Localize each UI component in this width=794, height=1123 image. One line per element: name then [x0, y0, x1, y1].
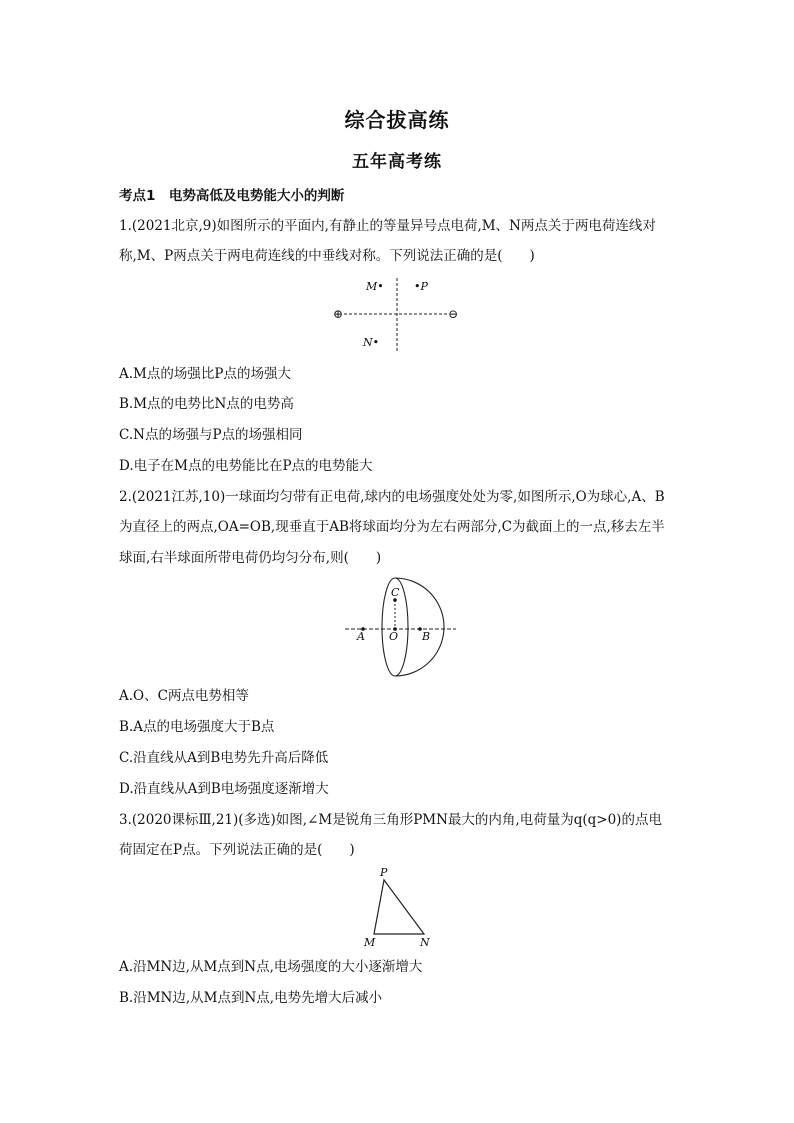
- right-hemisphere-outline: [395, 578, 444, 676]
- question-1-figure: [330, 276, 465, 356]
- question-2-figure: [340, 574, 460, 680]
- question-3-text-line-1: 3.(2020课标Ⅲ,21)(多选)如图,∠M是锐角三角形PMN最大的内角,电荷量为q(q>0)的点电: [119, 812, 662, 828]
- question-1-option-c: C.N点的场强与P点的场强相同: [119, 427, 303, 443]
- vertex-m-label: M: [364, 936, 376, 949]
- vertex-n-label: N: [420, 936, 430, 949]
- sub-title: 五年高考练: [352, 152, 442, 172]
- question-2-option-b: B.A点的电场强度大于B点: [119, 719, 275, 735]
- question-1-option-b: B.M点的电势比N点的电势高: [119, 396, 294, 412]
- question-3-text-line-2: 荷固定在P点。下列说法正确的是( ): [119, 842, 355, 858]
- question-3-option-b: B.沿MN边,从M点到N点,电势先增大后减小: [119, 990, 383, 1006]
- vertex-p-label: P: [380, 866, 388, 879]
- question-1-option-a: A.M点的场强比P点的场强大: [119, 366, 291, 382]
- point-a-label: A: [357, 630, 365, 643]
- positive-charge-icon: ⊕: [333, 307, 344, 321]
- question-2-option-c: C.沿直线从A到B电势先升高后降低: [119, 750, 329, 766]
- point-b-label: B: [422, 630, 431, 643]
- question-1-text-line-2: 称,M、P两点关于两电荷连线的中垂线对称。下列说法正确的是( ): [119, 248, 535, 264]
- question-2-option-a: A.O、C两点电势相等: [119, 688, 249, 704]
- point-o-label: O: [389, 630, 399, 643]
- point-n-label: N•: [363, 336, 380, 349]
- triangle-pmn: [374, 880, 424, 934]
- main-title: 综合拔高练: [344, 108, 450, 132]
- question-1-option-d: D.电子在M点的电势能比在P点的电势能大: [119, 458, 373, 474]
- section-heading: 考点1 电势高低及电势能大小的判断: [119, 188, 345, 204]
- question-3-figure: [358, 864, 438, 950]
- question-2-text-line-3: 球面,右半球面所带电荷仍均匀分布,则( ): [119, 550, 382, 566]
- question-2-text-line-1: 2.(2021江苏,10)一球面均匀带有正电荷,球内的电场强度处处为零,如图所示,O为球心,A、B: [119, 489, 665, 505]
- question-2-text-line-2: 为直径上的两点,OA=OB,现垂直于AB将球面均分为左右两部分,C为截面上的一点,移去左半: [119, 519, 665, 535]
- question-2-option-d: D.沿直线从A到B电场强度逐渐增大: [119, 781, 329, 797]
- point-m-label: M•: [366, 280, 384, 293]
- negative-charge-icon: ⊖: [448, 307, 459, 321]
- question-3-option-a: A.沿MN边,从M点到N点,电场强度的大小逐渐增大: [119, 959, 423, 975]
- point-p-label: •P: [414, 280, 428, 293]
- point-c-label: C: [391, 586, 400, 599]
- question-1-text-line-1: 1.(2021北京,9)如图所示的平面内,有静止的等量异号点电荷,M、N两点关于两电荷连线对: [119, 218, 656, 234]
